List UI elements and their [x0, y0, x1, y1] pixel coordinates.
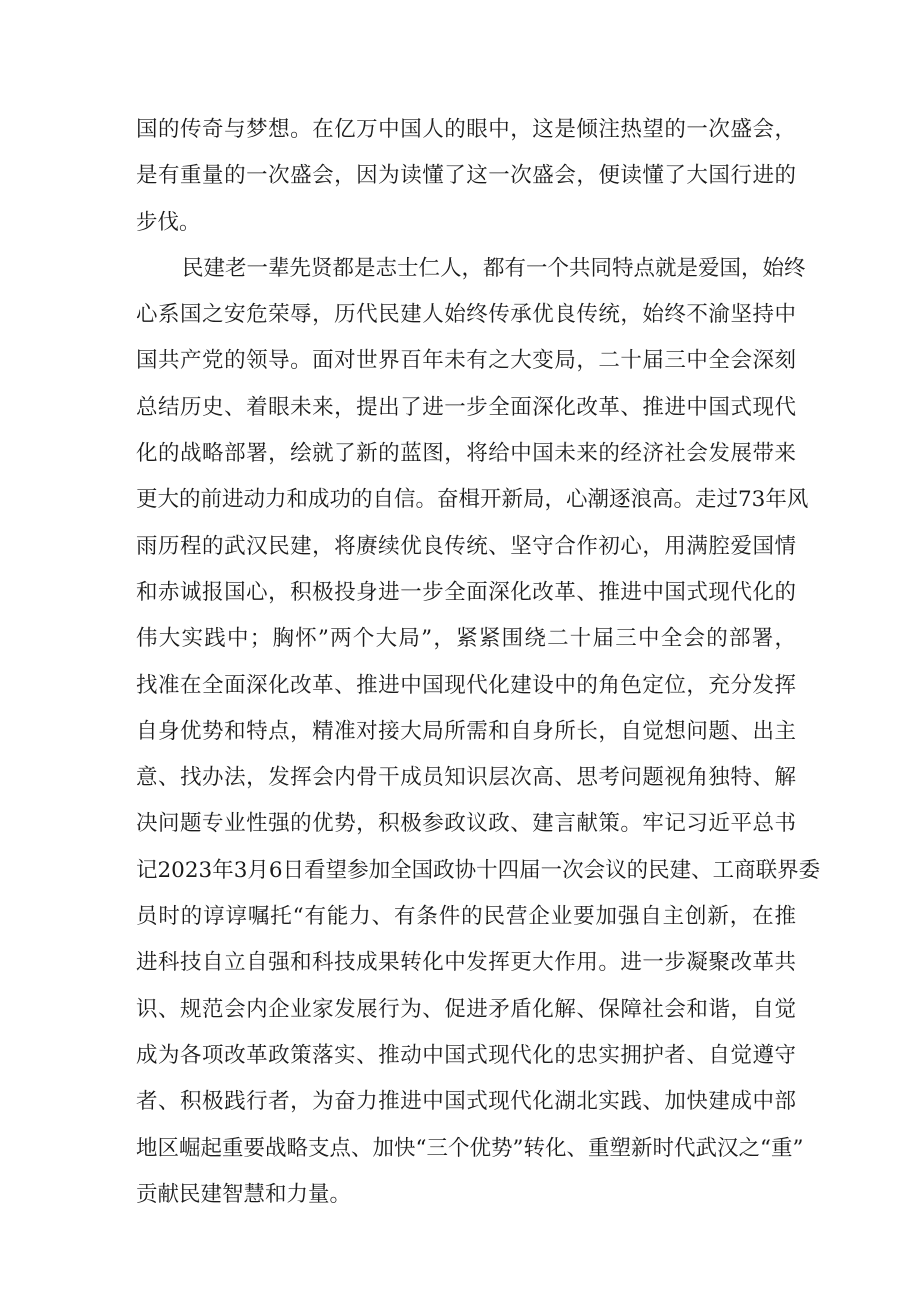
text-line: 自身优势和特点，精准对接大局所需和自身所长，自觉想问题、出主	[136, 718, 796, 744]
text-line: 者、积极践行者，为奋力推进中国式现代化湖北实践、加快建成中部	[136, 1089, 796, 1115]
text-line: 地区崛起重要战略支点、加快“三个优势”转化、重塑新时代武汉之“重”	[136, 1135, 804, 1161]
text-line: 化的战略部署，绘就了新的蓝图，将给中国未来的经济社会发展带来	[136, 441, 796, 467]
paragraph-1	[136, 107, 796, 246]
text-line: 心系国之安危荣辱，历代民建人始终传承优良传统，始终不渝坚持中	[136, 302, 796, 328]
text-line: 记2023年3月6日看望参加全国政协十四届一次会议的民建、工商联界委	[136, 857, 821, 883]
text-line: 成为各项改革政策落实、推动中国式现代化的忠实拥护者、自觉遵守	[136, 1042, 796, 1068]
text-line: 意、找办法，发挥会内骨干成员知识层次高、思考问题视角独特、解	[136, 765, 796, 791]
body-text	[136, 107, 821, 1218]
text-line: 总结历史、着眼未来，提出了进一步全面深化改革、推进中国式现代	[136, 394, 796, 420]
text-line: 决问题专业性强的优势，积极参政议政、建言献策。牢记习近平总书	[136, 811, 796, 837]
text-line: 步伐。	[136, 209, 201, 235]
text-line: 找准在全面深化改革、推进中国现代化建设中的角色定位，充分发挥	[136, 672, 796, 698]
text-line: 识、规范会内企业家发展行为、促进矛盾化解、保障社会和谐，自觉	[136, 996, 796, 1022]
text-line: 员时的谆谆嘱托“有能力、有条件的民营企业要加强自主创新，在推	[136, 904, 796, 930]
text-line: 民建老一辈先贤都是志士仁人，都有一个共同特点就是爱国，始终	[182, 255, 806, 281]
text-line: 和赤诚报国心，积极投身进一步全面深化改革、推进中国式现代化的	[136, 579, 796, 605]
text-line: 雨历程的武汉民建，将赓续优良传统、坚守合作初心，用满腔爱国情	[136, 533, 796, 559]
text-line: 贡献民建智慧和力量。	[136, 1181, 352, 1207]
text-line: 进科技自立自强和科技成果转化中发挥更大作用。进一步凝聚改革共	[136, 950, 796, 976]
paragraph-2	[136, 246, 821, 1218]
text-line: 国的传奇与梦想。在亿万中国人的眼中，这是倾注热望的一次盛会，	[136, 117, 796, 142]
text-line: 国共产党的领导。面对世界百年未有之大变局，二十届三中全会深刻	[136, 348, 796, 374]
text-line: 更大的前进动力和成功的自信。奋楫开新局，心潮逐浪高。走过73年风	[136, 487, 809, 513]
text-line: 是有重量的一次盛会，因为读懂了这一次盛会，便读懂了大国行进的	[136, 163, 796, 189]
text-line: 伟大实践中；胸怀”两个大局”，紧紧围绕二十届三中全会的部署，	[136, 626, 796, 652]
